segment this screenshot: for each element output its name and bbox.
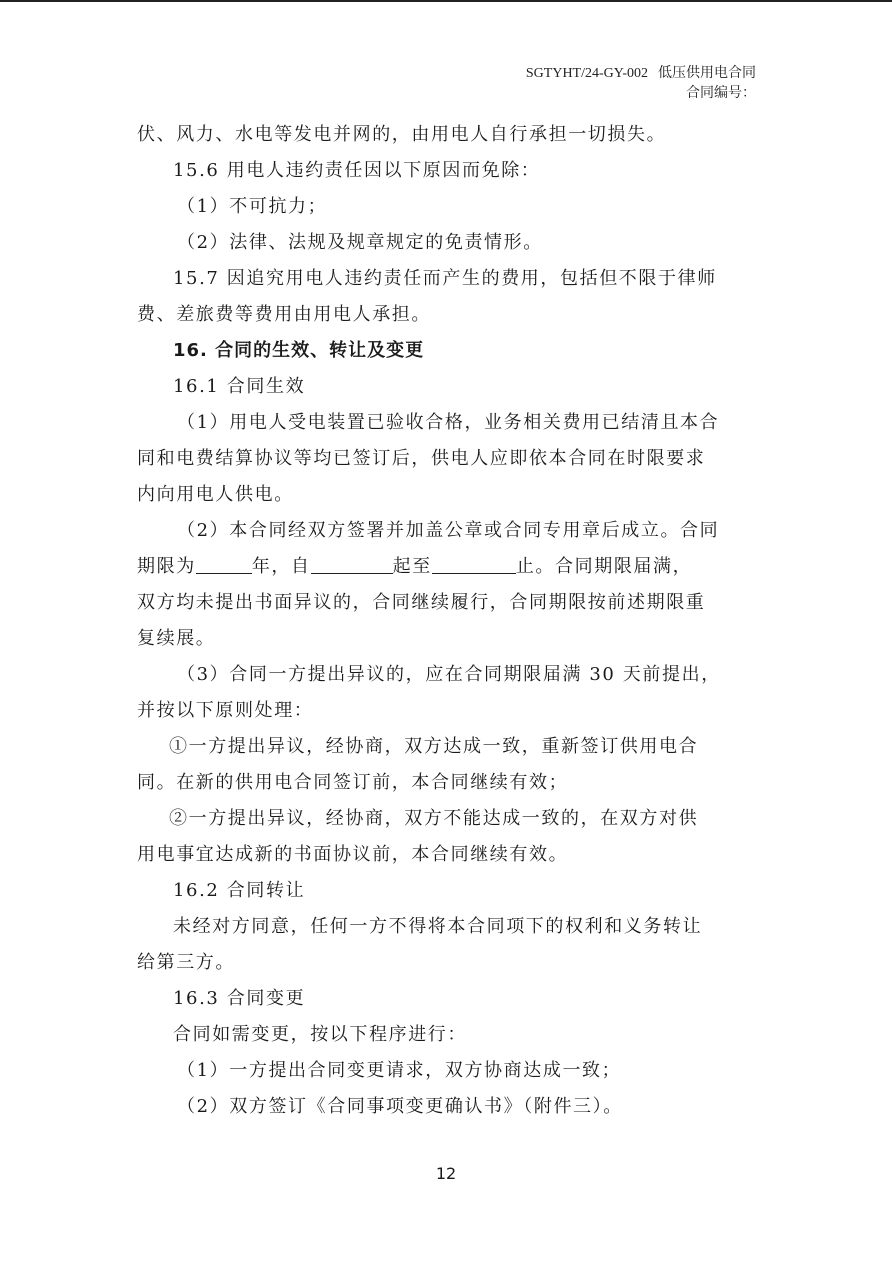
list-item: （3）合同一方提出异议的，应在合同期限届满 30 天前提出，: [177, 664, 721, 685]
text-line: 复续展。: [137, 628, 216, 649]
clause-15-7: 15.7 因追究用电人违约责任而产生的费用，包括但不限于律师: [173, 268, 717, 289]
contract-code: SGTYHT/24-GY-002: [525, 66, 648, 81]
page-number: 12: [435, 1164, 457, 1183]
clause-16-2-title: 16.2 合同转让: [173, 880, 306, 901]
top-border-line: [0, 0, 892, 2]
text-line: 双方均未提出书面异议的，合同继续履行，合同期限按前述期限重: [137, 592, 706, 613]
sub-item: ②一方提出异议，经协商，双方不能达成一致的，在双方对供: [169, 808, 699, 829]
term-text: 期限为: [137, 556, 196, 577]
text-line: 未经对方同意，任何一方不得将本合同项下的权利和义务转让: [173, 916, 703, 937]
end-date-blank-field[interactable]: [432, 553, 516, 574]
header-line-1: [526, 64, 756, 84]
term-text: 起至: [392, 556, 432, 577]
text-line: 伏、风力、水电等发电并网的，由用电人自行承担一切损失。: [137, 124, 667, 145]
document-body: [137, 117, 749, 1125]
contract-title: 低压供用电合同: [658, 66, 756, 81]
term-text: 年，自: [251, 556, 311, 577]
list-item: （2）法律、法规及规章规定的免责情形。: [177, 232, 543, 253]
list-item: （1）用电人受电装置已验收合格，业务相关费用已结清且本合: [177, 412, 720, 433]
clause-15-6: 15.6 用电人违约责任因以下原因而免除：: [173, 160, 541, 181]
clause-16-3-title: 16.3 合同变更: [173, 988, 306, 1009]
section-heading-16: 16. 合同的生效、转让及变更: [173, 340, 425, 361]
sub-item: ①一方提出异议，经协商，双方达成一致，重新签订供用电合: [169, 736, 699, 757]
text-line: 并按以下原则处理：: [137, 700, 314, 721]
list-item: （2）本合同经双方签署并加盖公章或合同专用章后成立。合同: [177, 520, 720, 541]
text-line: 同和电费结算协议等均已签订后，供电人应即依本合同在时限要求: [137, 448, 706, 469]
contract-number-label: 合同编号：: [686, 86, 756, 101]
text-line: 内向用电人供电。: [137, 484, 294, 505]
years-blank-field[interactable]: [196, 553, 252, 574]
text-line: 合同如需变更，按以下程序进行：: [173, 1024, 467, 1045]
list-item: （1）一方提出合同变更请求，双方协商达成一致；: [177, 1060, 622, 1081]
start-date-blank-field[interactable]: [311, 553, 393, 574]
page-header: [526, 64, 756, 104]
text-line: 费、差旅费等费用由用电人承担。: [137, 304, 431, 325]
text-line: 用电事宜达成新的书面协议前，本合同继续有效。: [137, 844, 569, 865]
clause-16-1-title: 16.1 合同生效: [173, 376, 306, 397]
text-line: 给第三方。: [137, 952, 235, 973]
term-text: 止。合同期限届满，: [515, 556, 693, 577]
contract-term-line: [137, 549, 749, 585]
text-line: 同。在新的供用电合同签订前，本合同继续有效；: [137, 772, 569, 793]
list-item: （2）双方签订《合同事项变更确认书》（附件三）。: [177, 1096, 623, 1117]
list-item: （1）不可抗力；: [177, 196, 328, 217]
